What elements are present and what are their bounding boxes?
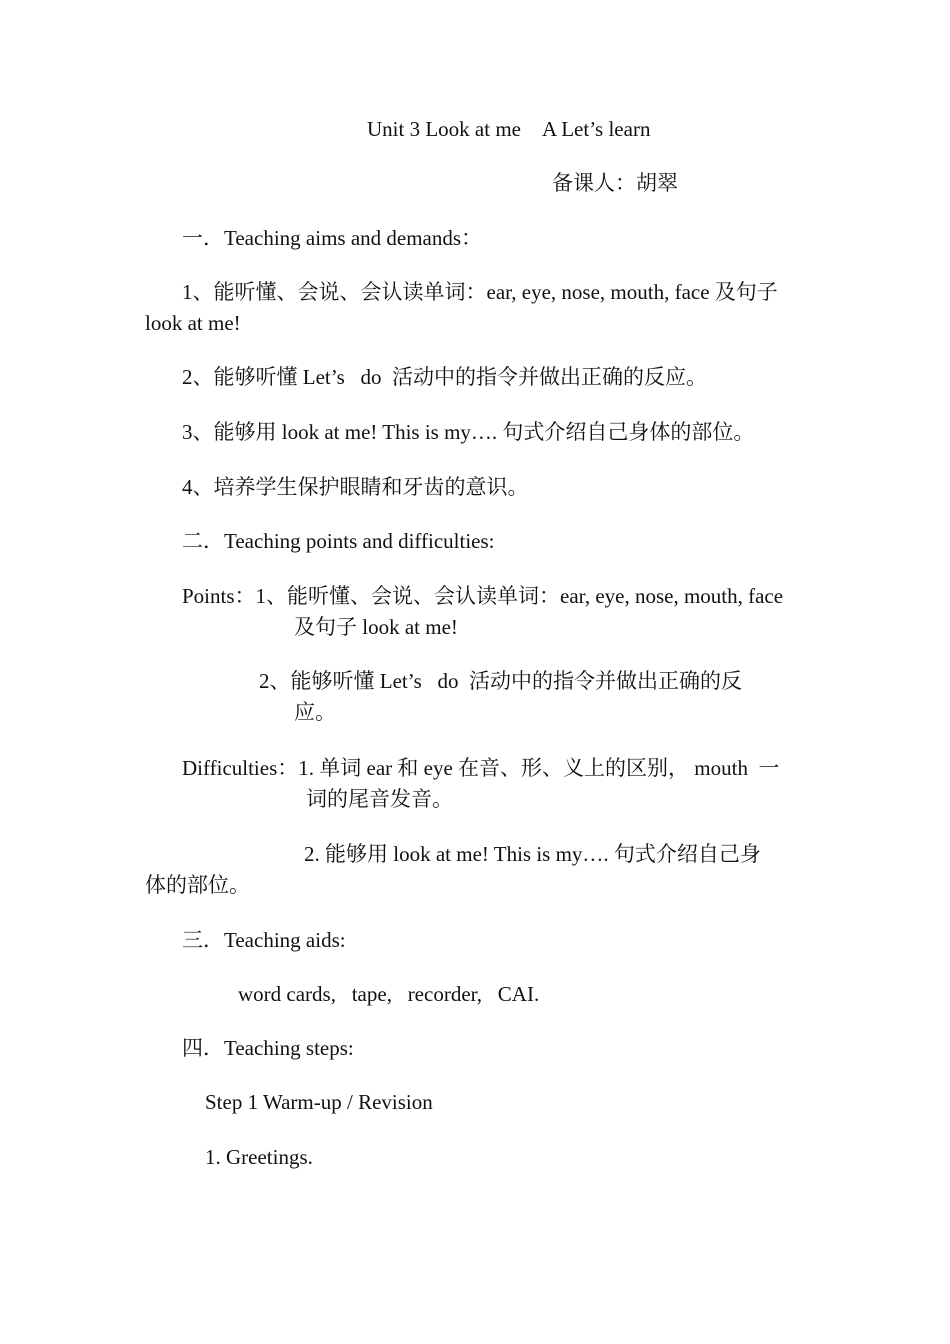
section-heading-aids: 三．Teaching aids: <box>182 928 346 952</box>
aim-item-1: 1、能听懂、会说、会认读单词：ear, eye, nose, mouth, face 及句子 <box>182 280 778 304</box>
aim-item-1-continued: look at me! <box>145 311 241 335</box>
step-1-item-1: 1. Greetings. <box>205 1145 313 1169</box>
difficulties-item-1: Difficulties：1. 单词 ear 和 eye 在音、形、义上的区别， mouth 一 <box>182 756 780 780</box>
points-item-1-continued: 及句子 look at me! <box>294 615 458 639</box>
points-item-2: 2、能够听懂 Let’s do 活动中的指令并做出正确的反 <box>259 669 742 693</box>
points-item-2-continued: 应。 <box>294 700 336 724</box>
difficulties-item-2: 2. 能够用 look at me! This is my…. 句式介绍自己身 <box>304 842 761 866</box>
step-1-heading: Step 1 Warm-up / Revision <box>205 1090 433 1114</box>
teaching-aids-list: word cards, tape, recorder, CAI. <box>238 982 540 1006</box>
document-title: Unit 3 Look at me A Let’s learn <box>367 117 651 141</box>
points-item-1: Points：1、能听懂、会说、会认读单词：ear, eye, nose, mouth, face <box>182 584 784 608</box>
lesson-author: 备课人：胡翠 <box>552 171 678 195</box>
difficulties-item-2-continued: 体的部位。 <box>145 873 250 897</box>
section-heading-points: 二．Teaching points and difficulties: <box>182 529 495 553</box>
aim-item-4: 4、培养学生保护眼睛和牙齿的意识。 <box>182 475 529 499</box>
difficulties-item-1-continued: 词的尾音发音。 <box>306 787 453 811</box>
section-heading-steps: 四．Teaching steps: <box>182 1036 354 1060</box>
aim-item-2: 2、能够听懂 Let’s do 活动中的指令并做出正确的反应。 <box>182 365 707 389</box>
aim-item-3: 3、能够用 look at me! This is my…. 句式介绍自己身体的部位。 <box>182 420 755 444</box>
section-heading-aims: 一．Teaching aims and demands： <box>182 226 483 250</box>
